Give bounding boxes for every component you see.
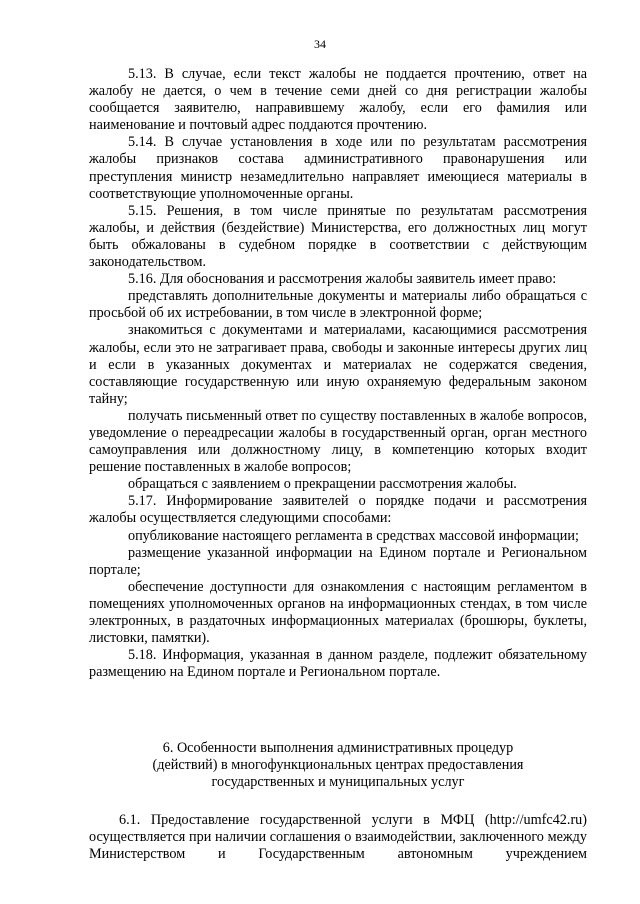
paragraph-6-1: 6.1. Предоставление государственной услуги в МФЦ (http://umfc42.ru) осуществляется при наличии соглашения о взаимодействии, заключенного между Министерством и Государственным автономным учреждением [89,812,587,863]
list-item-right-written-answer: получать письменный ответ по существу поставленных в жалобе вопросов, уведомление о переадресации жалобы в государственный орган, орган местного самоуправления или должностному лицу, в компетенцию которых входит решение поставленных в жалобе вопросов; [89,407,587,476]
list-item-availability: обеспечение доступности для ознакомления с настоящим регламентом в помещениях уполномоченных органов на информационных стендах, в том числе электронных, в раздаточных информационных материалах (брошюры, буклеты, листовки, памятки). [89,578,587,647]
paragraph-5-17: 5.17. Информирование заявителей о порядке подачи и рассмотрения жалобы осуществляется следующими способами: [89,493,587,527]
paragraph-5-14: 5.14. В случае установления в ходе или по результатам рассмотрения жалобы признаков состава административного правонарушения или преступления министр незамедлительно направляет имеющиеся материалы в соответствующие уполномоченные органы. [89,134,587,202]
list-item-right-withdraw: обращаться с заявлением о прекращении рассмотрения жалобы. [128,476,517,493]
page-number: 34 [314,37,326,51]
section-heading-line: 6. Особенности выполнения административных процедур [162,740,514,756]
section-6-heading [89,740,587,791]
paragraph-5-15: 5.15. Решения, в том числе принятые по результатам рассмотрения жалобы, и действия (бездействие) Министерства, его должностных лиц могут быть обжалованы в судебном порядке в соответствии с действующим законодательством. [89,202,587,271]
list-item-portal-placement: размещение указанной информации на Едином портале и Региональном портале; [89,544,587,578]
list-item-right-review-documents: знакомиться с документами и материалами, касающимися рассмотрения жалобы, если это не затрагивает права, свободы и законные интересы других лиц и если в указанных документах и материалах не содержатся сведения, составляющие государственную или иную охраняемую федеральным законом тайну; [89,322,587,407]
paragraph-5-18: 5.18. Информация, указанная в данном разделе, подлежит обязательному размещению на Едином портале и Региональном портале. [89,647,587,681]
paragraph-5-13: 5.13. В случае, если текст жалобы не поддается прочтению, ответ на жалобу не дается, о чем в течение семи дней со дня регистрации жалобы сообщается заявителю, направившему жалобу, если его фамилия или наименование и почтовый адрес поддаются прочтению. [89,66,587,134]
section-heading-line: (действий) в многофункциональных центрах предоставления [152,757,524,774]
list-item-right-submit-documents: представлять дополнительные документы и материалы либо обращаться с просьбой об их истребовании, в том числе в электронной форме; [89,288,587,322]
paragraph-5-16: 5.16. Для обоснования и рассмотрения жалобы заявитель имеет право: [128,271,557,288]
section-heading-line: государственных и муниципальных услуг [211,774,465,791]
list-item-publication: опубликование настоящего регламента в средствах массовой информации; [128,527,579,544]
section-6-body [89,812,587,863]
document-body [89,66,587,681]
